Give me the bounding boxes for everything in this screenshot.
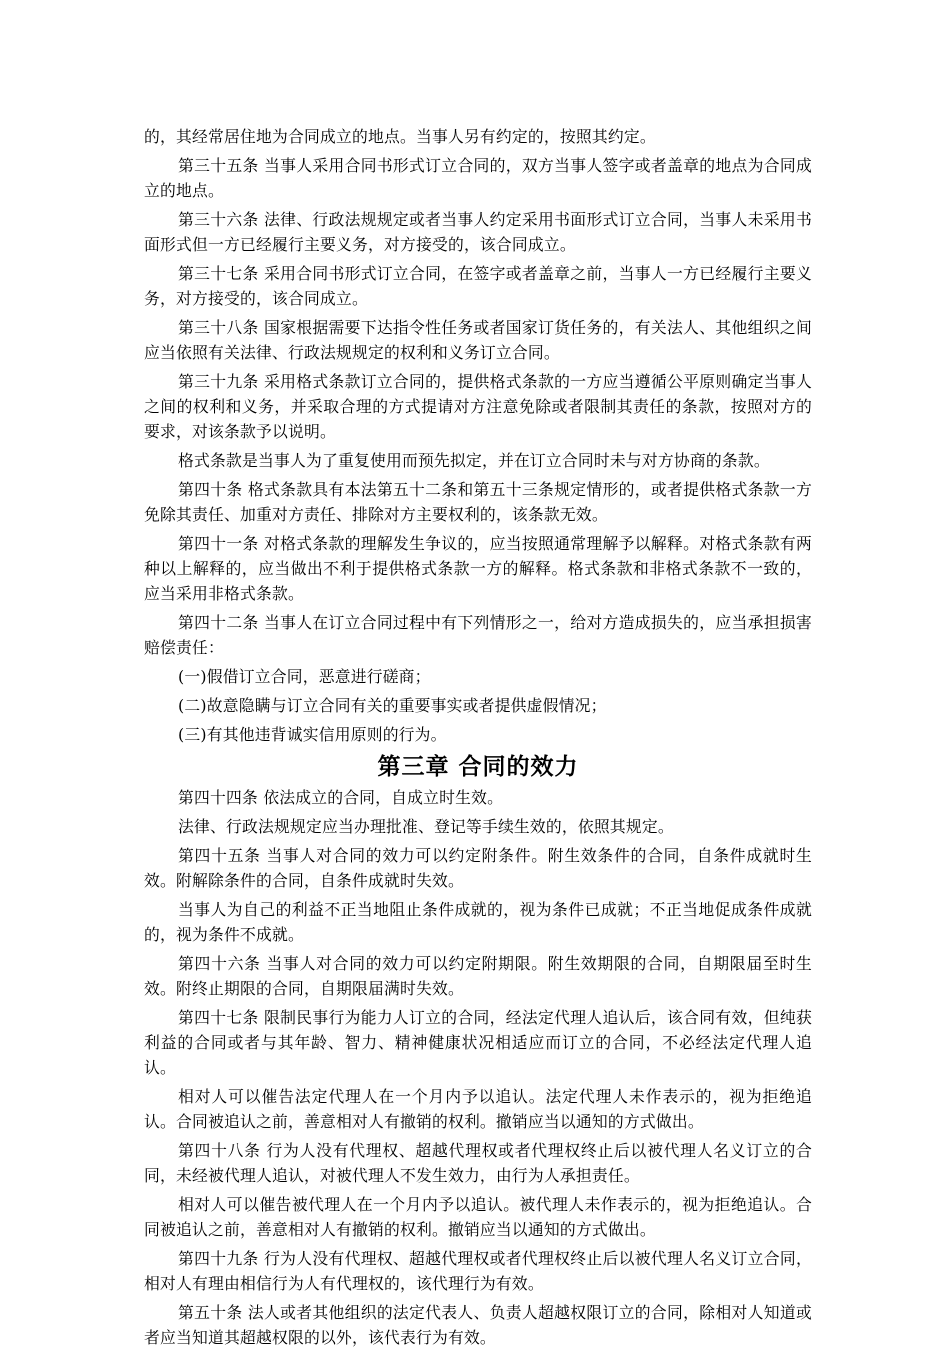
paragraph: (三)有其他违背诚实信用原则的行为。 bbox=[178, 725, 447, 744]
paragraphs-before-chapter bbox=[144, 124, 812, 747]
paragraph: 法律、行政法规规定应当办理批准、登记等手续生效的，依照其规定。 bbox=[178, 817, 674, 836]
paragraphs-after-chapter bbox=[144, 785, 812, 1350]
paragraph: (二)故意隐瞒与订立合同有关的重要事实或者提供虚假情况； bbox=[178, 696, 607, 715]
paragraph: 第四十五条 当事人对合同的效力可以约定附条件。附生效条件的合同，自条件成就时生效。附解除条件的合同，自条件成就时失效。 bbox=[144, 846, 812, 890]
paragraph: 格式条款是当事人为了重复使用而预先拟定，并在订立合同时未与对方协商的条款。 bbox=[178, 451, 770, 470]
paragraph: 第四十四条 依法成立的合同，自成立时生效。 bbox=[178, 788, 504, 807]
paragraph: 第四十九条 行为人没有代理权、超越代理权或者代理权终止后以被代理人名义订立合同，相对人有理由相信行为人有代理权的，该代理行为有效。 bbox=[144, 1249, 812, 1293]
paragraph: 第四十七条 限制民事行为能力人订立的合同，经法定代理人追认后，该合同有效，但纯获利益的合同或者与其年龄、智力、精神健康状况相适应而订立的合同，不必经法定代理人追认。 bbox=[144, 1008, 812, 1077]
paragraph: 第四十条 格式条款具有本法第五十二条和第五十三条规定情形的，或者提供格式条款一方免除其责任、加重对方责任、排除对方主要权利的，该条款无效。 bbox=[144, 480, 812, 524]
paragraph: 第五十条 法人或者其他组织的法定代表人、负责人超越权限订立的合同，除相对人知道或者应当知道其超越权限的以外，该代表行为有效。 bbox=[144, 1303, 812, 1347]
paragraph: 第四十六条 当事人对合同的效力可以约定附期限。附生效期限的合同，自期限届至时生效。附终止期限的合同，自期限届满时失效。 bbox=[144, 954, 812, 998]
paragraph: 第三十八条 国家根据需要下达指令性任务或者国家订货任务的，有关法人、其他组织之间应当依照有关法律、行政法规规定的权利和义务订立合同。 bbox=[144, 318, 812, 362]
paragraph: 第三十五条 当事人采用合同书形式订立合同的，双方当事人签字或者盖章的地点为合同成立的地点。 bbox=[144, 156, 812, 200]
paragraph: 第三十九条 采用格式条款订立合同的，提供格式条款的一方应当遵循公平原则确定当事人之间的权利和义务，并采取合理的方式提请对方注意免除或者限制其责任的条款，按照对方的要求，对该条款予以说明。 bbox=[144, 372, 812, 441]
paragraph: 第三十六条 法律、行政法规规定或者当事人约定采用书面形式订立合同，当事人未采用书面形式但一方已经履行主要义务，对方接受的，该合同成立。 bbox=[144, 210, 812, 254]
document-page bbox=[144, 124, 812, 1354]
paragraph: 第三十七条 采用合同书形式订立合同，在签字或者盖章之前，当事人一方已经履行主要义务，对方接受的，该合同成立。 bbox=[144, 264, 812, 308]
paragraph: 第四十八条 行为人没有代理权、超越代理权或者代理权终止后以被代理人名义订立的合同，未经被代理人追认，对被代理人不发生效力，由行为人承担责任。 bbox=[144, 1141, 812, 1185]
paragraph: 第四十二条 当事人在订立合同过程中有下列情形之一，给对方造成损失的，应当承担损害赔偿责任： bbox=[144, 613, 812, 657]
paragraph: 的，其经常居住地为合同成立的地点。当事人另有约定的，按照其约定。 bbox=[144, 127, 656, 146]
paragraph: 当事人为自己的利益不正当地阻止条件成就的，视为条件已成就；不正当地促成条件成就的，视为条件不成就。 bbox=[144, 900, 812, 944]
paragraph: 相对人可以催告法定代理人在一个月内予以追认。法定代理人未作表示的，视为拒绝追认。合同被追认之前，善意相对人有撤销的权利。撤销应当以通知的方式做出。 bbox=[144, 1087, 812, 1131]
paragraph: (一)假借订立合同，恶意进行磋商； bbox=[178, 667, 431, 686]
paragraph: 相对人可以催告被代理人在一个月内予以追认。被代理人未作表示的，视为拒绝追认。合同被追认之前，善意相对人有撤销的权利。撤销应当以通知的方式做出。 bbox=[144, 1195, 812, 1239]
paragraph: 第四十一条 对格式条款的理解发生争议的，应当按照通常理解予以解释。对格式条款有两种以上解释的，应当做出不利于提供格式条款一方的解释。格式条款和非格式条款不一致的，应当采用非格式条款。 bbox=[144, 534, 812, 603]
chapter-title: 第三章 合同的效力 bbox=[377, 754, 579, 780]
